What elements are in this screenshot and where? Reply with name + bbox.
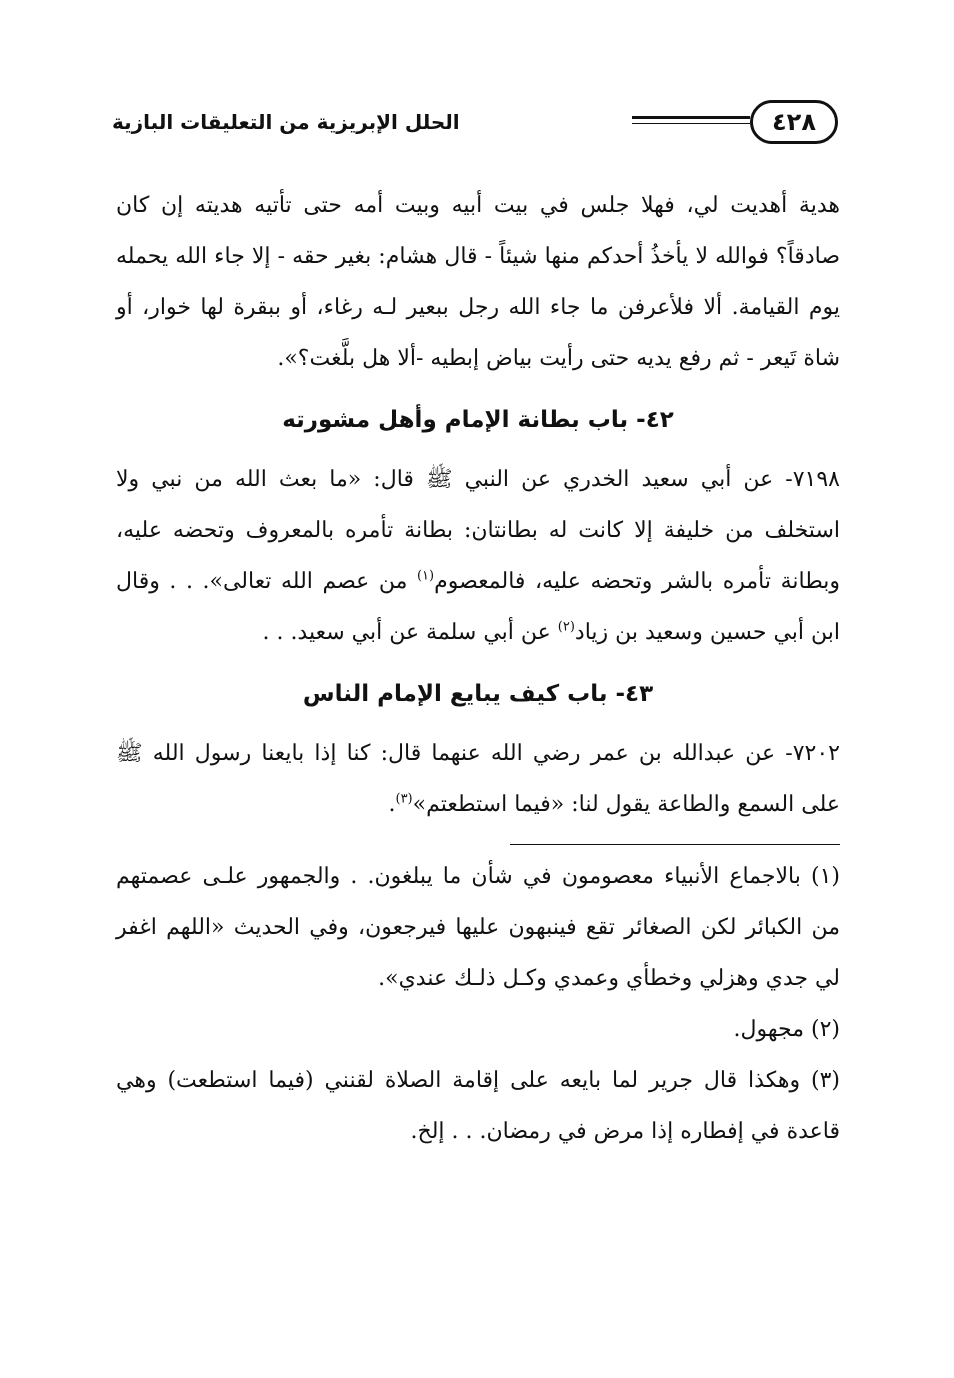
footnote-ref-2[interactable]: (٢) — [557, 619, 575, 635]
hadith-7198-text-b: من عصم الله تعالى». . . وقال ابن أبي حسين وسعيد بن زياد — [116, 569, 840, 645]
hadith-7198-text-c: عن أبي سلمة عن أبي سعيد. . . — [262, 620, 558, 645]
footnote-separator — [510, 844, 840, 845]
paragraph-continuation: هدية أهديت لي، فهلا جلس في بيت أبيه وبيت أمه حتى تأتيه هديته إن كان صادقاً؟ فوالله لا يأخذُ أحدكم منها شيئاً - قال هشام: بغير حقه - إلا جاء الله يحمله يوم القيامة. ألا فلأعرفن ما جاء الله رجل ببعير لـه رغاء، أو ببقرة لها خوار، أو شاة تَيعر - ثم رفع يديه حتى رأيت بياض إبطيه -ألا هل بلَّغت؟». — [116, 193, 840, 371]
hadith-7202-text-b: . — [388, 792, 396, 817]
chapter-heading-43: ٤٣- باب كيف يبايع الإمام الناس — [302, 681, 654, 707]
hadith-7202 — [116, 728, 840, 830]
footnote-1 — [116, 851, 840, 1004]
footnote-2-text: مجهول. — [733, 1017, 804, 1042]
footnote-1-label: (١) — [810, 864, 840, 889]
header-rule — [632, 116, 750, 124]
hadith-7198-text-a: ٧١٩٨- عن أبي سعيد الخدري عن النبي ﷺ قال: «ما بعث الله من نبي ولا استخلف من خليفة إلا كانت له بطانتان: بطانة تأمره بالمعروف وتحضه عليه، وبطانة تأمره بالشر وتحضه عليه، فالمعصوم — [116, 467, 840, 594]
footnote-3 — [116, 1055, 840, 1157]
footnote-3-label: (٣) — [810, 1068, 840, 1093]
book-title: الحلل الإبريزية من التعليقات البازية — [112, 110, 460, 134]
footnote-ref-1[interactable]: (١) — [416, 568, 435, 584]
hadith-7202-text-a: ٧٢٠٢- عن عبدالله بن عمر رضي الله عنهما قال: كنا إذا بايعنا رسول الله ﷺ على السمع والطاعة يقول لنا: «فيما استطعتم» — [116, 741, 840, 817]
footnote-2 — [116, 1004, 840, 1055]
hadith-7198 — [116, 454, 840, 658]
page-body — [116, 180, 840, 1157]
footnote-3-text: وهكذا قال جرير لما بايعه على إقامة الصلاة لقنني (فيما استطعت) وهي قاعدة في إفطاره إذا مرض في رمضان. . . إلخ. — [116, 1068, 840, 1144]
footnote-2-label: (٢) — [810, 1017, 840, 1042]
running-header — [112, 96, 838, 152]
footnote-1-text: بالاجماع الأنبياء معصومون في شأن ما يبلغون. . والجمهور علـى عصمتهم من الكبائر لكن الصغائر تقع فينبهون عليها فيرجعون، وفي الحديث «اللهم اغفر لي جدي وهزلي وخطأي وعمدي وكـل ذلـك عندي». — [116, 864, 840, 991]
chapter-heading-42: ٤٢- باب بطانة الإمام وأهل مشورته — [282, 407, 674, 433]
footnote-ref-3[interactable]: (٣) — [395, 791, 413, 807]
page-number: ٤٢٨ — [750, 100, 838, 144]
